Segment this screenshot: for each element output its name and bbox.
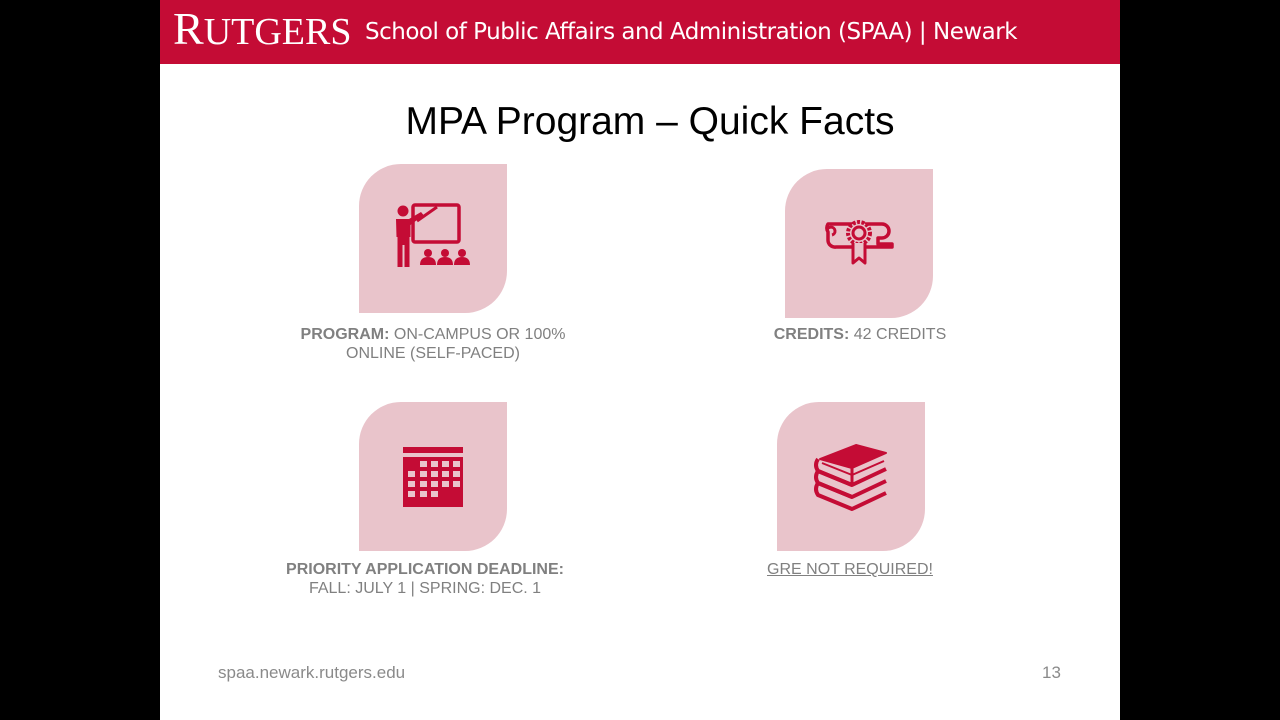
program-tile: [359, 164, 507, 313]
deadline-caption: [270, 560, 580, 598]
teacher-presentation-icon: [393, 202, 473, 276]
deadline-tile: [359, 402, 507, 551]
program-caption: [288, 325, 578, 363]
diploma-icon: [820, 219, 898, 269]
calendar-icon: [402, 446, 464, 508]
logo-rest: UTGERS: [203, 11, 352, 53]
credits-label: CREDITS:: [773, 326, 850, 343]
rutgers-logo: [173, 4, 351, 57]
gre-caption: [740, 560, 960, 579]
program-label: PROGRAM:: [300, 326, 390, 343]
deadline-label: PRIORITY APPLICATION DEADLINE:: [286, 561, 564, 578]
gre-link[interactable]: GRE NOT REQUIRED!: [767, 561, 933, 578]
gre-tile: [777, 402, 925, 551]
logo-initial: R: [173, 3, 204, 54]
program-value: ON-CAMPUS OR 100% ONLINE (SELF-PACED): [346, 326, 566, 362]
credits-caption: [735, 325, 985, 344]
credits-tile: [785, 169, 933, 318]
credits-value: 42 CREDITS: [853, 326, 947, 343]
header-banner: [160, 0, 1120, 64]
page-number: 13: [1042, 663, 1061, 682]
footer-url: spaa.newark.rutgers.edu: [218, 663, 406, 682]
deadline-value: FALL: JULY 1 | SPRING: DEC. 1: [308, 580, 542, 597]
books-icon: [812, 441, 890, 513]
slide-title: MPA Program – Quick Facts: [405, 100, 895, 143]
slide: [160, 0, 1120, 720]
school-name: School of Public Affairs and Administration (SPAA) | Newark: [365, 19, 1018, 45]
